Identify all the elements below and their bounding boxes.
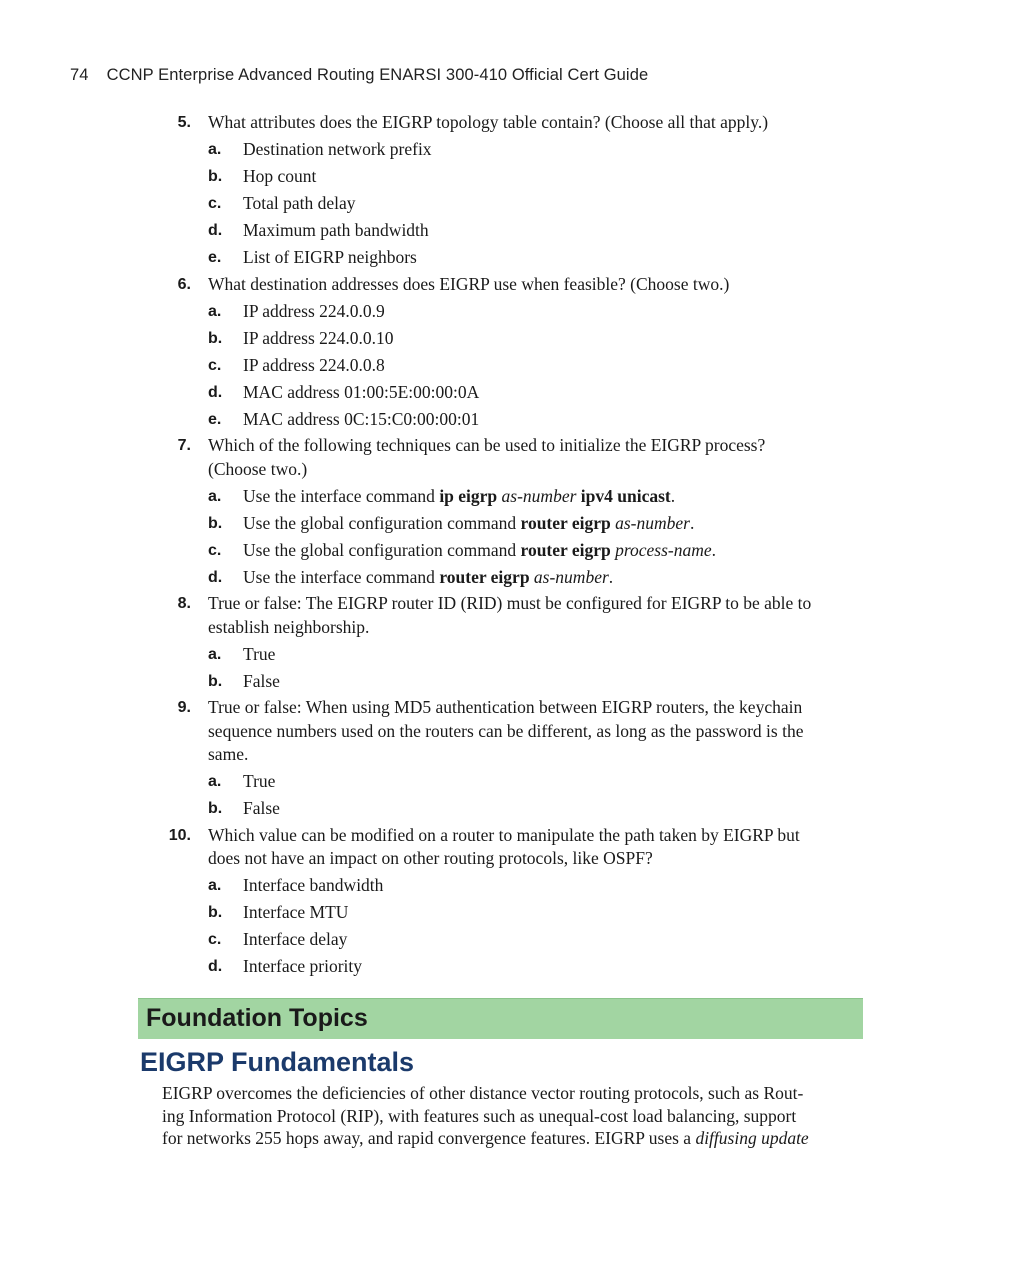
question-number: 9. — [177, 699, 191, 716]
command-argument: as-number — [533, 566, 609, 587]
question-text: What attributes does the EIGRP topology table contain? (Choose all that apply.) — [208, 112, 769, 132]
question-text-line-1: Which value can be modified on a router to manipulate the path taken by EIGRP but — [208, 824, 800, 845]
book-title: CCNP Enterprise Advanced Routing ENARSI 300-410 Official Cert Guide — [106, 66, 649, 84]
question-8 — [0, 592, 1024, 693]
option-text: IP address 224.0.0.10 — [243, 327, 394, 348]
option-end: . — [608, 566, 614, 587]
option-letter: a. — [208, 773, 222, 790]
question-number: 8. — [177, 595, 191, 612]
answer-option — [0, 670, 1024, 694]
question-number: 7. — [177, 437, 191, 454]
question-number: 5. — [177, 114, 191, 131]
option-text: IP address 224.0.0.8 — [243, 354, 385, 375]
command-keyword: router eigrp — [520, 512, 611, 533]
answer-option — [0, 874, 1024, 898]
option-text: Maximum path bandwidth — [243, 220, 429, 240]
option-lead-text: Use the interface command — [243, 485, 435, 506]
answer-option — [0, 770, 1024, 794]
option-letter: d. — [208, 383, 223, 401]
answer-option — [0, 192, 1024, 216]
option-end: . — [670, 485, 676, 506]
paragraph-line-3 — [162, 1127, 862, 1150]
question-9 — [0, 696, 1024, 821]
answer-option — [0, 165, 1024, 189]
option-text: False — [243, 670, 280, 691]
option-lead-text: Use the global configuration command — [243, 539, 517, 560]
answer-option — [0, 512, 1024, 536]
answer-option — [0, 928, 1024, 952]
command-keyword: ipv4 unicast — [580, 485, 671, 506]
command-keyword: router eigrp — [439, 566, 530, 587]
question-list — [0, 111, 1024, 979]
option-letter: b. — [208, 672, 223, 690]
body-paragraph — [162, 1082, 862, 1150]
option-end: . — [689, 512, 695, 533]
question-5 — [0, 111, 1024, 270]
option-text: Destination network prefix — [243, 139, 432, 159]
command-argument: process-name — [615, 539, 712, 560]
question-text-line-2: does not have an impact on other routing protocols, like OSPF? — [208, 848, 653, 868]
question-10 — [0, 824, 1024, 979]
question-text-line-1: True or false: When using MD5 authentication between EIGRP routers, the keychain — [208, 697, 803, 717]
question-6 — [0, 273, 1024, 432]
answer-option — [0, 643, 1024, 667]
option-end: . — [711, 539, 717, 560]
answer-option — [0, 138, 1024, 162]
option-letter: c. — [208, 356, 222, 374]
answer-option — [0, 381, 1024, 405]
question-number: 10. — [168, 826, 191, 844]
option-letter: c. — [208, 931, 222, 948]
option-letter: c. — [208, 195, 222, 212]
option-letter: d. — [208, 222, 223, 239]
option-letter: e. — [208, 249, 222, 266]
option-letter: c. — [208, 541, 222, 559]
answer-option — [0, 485, 1024, 509]
section-band-title: Foundation Topics — [146, 1004, 368, 1032]
answer-option — [0, 539, 1024, 563]
paragraph-line-2: ing Information Protocol (RIP), with features such as unequal-cost load balancing, support — [162, 1105, 797, 1126]
option-letter: a. — [208, 645, 222, 663]
paragraph-line-1: EIGRP overcomes the deficiencies of other distance vector routing protocols, such as Rout- — [162, 1083, 804, 1103]
option-text: Interface delay — [243, 929, 348, 949]
question-text-line-2: establish neighborship. — [208, 616, 370, 637]
option-letter: b. — [208, 329, 223, 347]
answer-option — [0, 797, 1024, 821]
section-heading: EIGRP Fundamentals — [140, 1047, 415, 1077]
option-letter: a. — [208, 302, 222, 320]
command-argument: as-number — [501, 485, 577, 506]
option-text: MAC address 0C:15:C0:00:00:01 — [243, 408, 480, 429]
answer-option — [0, 566, 1024, 590]
foundation-topics-band — [138, 998, 863, 1039]
option-text: Hop count — [243, 166, 317, 186]
option-letter: a. — [208, 877, 222, 894]
paragraph-emphasis: diffusing update — [695, 1128, 809, 1148]
answer-option — [0, 300, 1024, 324]
option-text: MAC address 01:00:5E:00:00:0A — [243, 381, 480, 402]
question-text-line-1: True or false: The EIGRP router ID (RID) must be configured for EIGRP to be able to — [208, 593, 812, 613]
page-number: 74 — [70, 66, 89, 84]
option-letter: b. — [208, 904, 223, 921]
answer-option — [0, 901, 1024, 925]
question-text-line-1: Which of the following techniques can be used to initialize the EIGRP process? — [208, 435, 766, 455]
command-argument: as-number — [615, 512, 690, 533]
question-text-line-2: sequence numbers used on the routers can be different, as long as the password is the — [208, 720, 804, 741]
option-letter: b. — [208, 800, 223, 817]
option-letter: a. — [208, 487, 222, 505]
answer-option — [0, 408, 1024, 432]
answer-option — [0, 246, 1024, 270]
running-header — [70, 66, 648, 85]
answer-option — [0, 354, 1024, 378]
option-text: IP address 224.0.0.9 — [243, 300, 385, 321]
command-keyword: ip eigrp — [439, 485, 498, 506]
question-text-line-3: same. — [208, 744, 249, 764]
option-text: Total path delay — [243, 193, 356, 213]
question-text-line-2: (Choose two.) — [208, 458, 308, 479]
option-text: Interface bandwidth — [243, 875, 384, 895]
option-text: True — [243, 643, 276, 664]
question-7 — [0, 434, 1024, 589]
option-text: False — [243, 798, 280, 818]
option-text: True — [243, 771, 276, 791]
option-letter: a. — [208, 141, 222, 158]
option-letter: b. — [208, 168, 223, 185]
answer-option — [0, 219, 1024, 243]
answer-option — [0, 327, 1024, 351]
option-letter: b. — [208, 514, 223, 532]
option-lead-text: Use the interface command — [243, 566, 435, 587]
question-text: What destination addresses does EIGRP use when feasible? (Choose two.) — [208, 273, 730, 294]
command-keyword: router eigrp — [520, 539, 611, 560]
option-text: Interface MTU — [243, 902, 349, 922]
option-text: List of EIGRP neighbors — [243, 247, 417, 267]
question-number: 6. — [177, 275, 191, 293]
answer-option — [0, 955, 1024, 979]
option-letter: d. — [208, 958, 223, 975]
option-letter: e. — [208, 410, 222, 428]
paragraph-line-3-text: for networks 255 hops away, and rapid convergence features. EIGRP uses a — [162, 1128, 696, 1148]
option-lead-text: Use the global configuration command — [243, 512, 517, 533]
option-text: Interface priority — [243, 956, 363, 976]
option-letter: d. — [208, 568, 223, 586]
